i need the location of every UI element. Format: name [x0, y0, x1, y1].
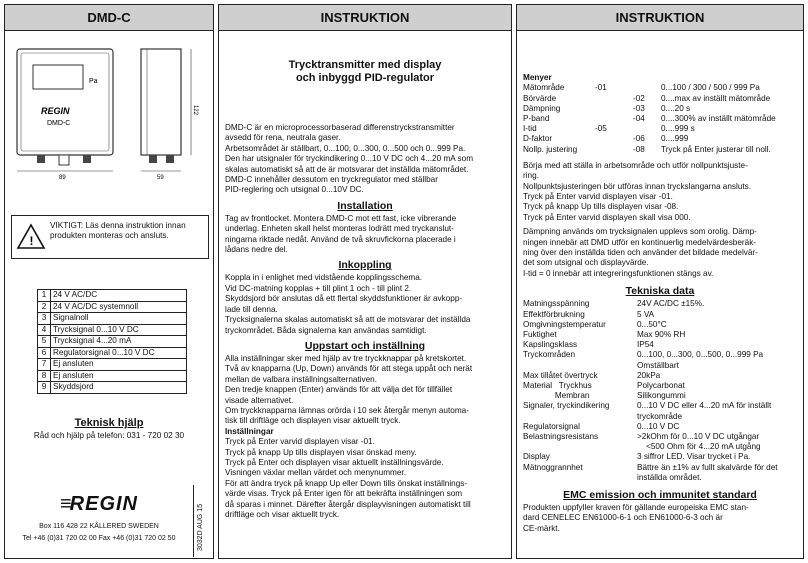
- menu-b: -03: [633, 103, 645, 113]
- tech-value: 20kPa: [637, 370, 661, 380]
- menu-a: [595, 114, 633, 124]
- terminal-row: [38, 301, 187, 313]
- text-line: Den tredje knappen (Enter) används för att välja det för tillfället: [225, 385, 453, 395]
- text-line: Visningen växlar mellan värdet och menynummer.: [225, 468, 406, 478]
- tech-key: Max tillåtet övertryck: [523, 370, 598, 380]
- tech-value: IP54: [637, 340, 654, 350]
- text-line: DMD-C är en microprocessorbaserad differenstryckstransmitter: [225, 123, 455, 132]
- tech-row: [523, 412, 780, 422]
- tech-key: Regulatorsignal: [523, 421, 580, 431]
- text-line: det som utsignal och displayvärde.: [523, 258, 649, 268]
- terminal-no: 8: [38, 370, 51, 382]
- tech-value: Bättre än ±1% av fullt skalvärde för det: [637, 462, 778, 472]
- text-line: lådans nedre del.: [225, 245, 288, 255]
- text-line: underlag. Enheten skall helst monteras lodrätt med tryckanslut-: [225, 224, 454, 234]
- tech-row: [523, 381, 780, 391]
- terminal-no: 6: [38, 347, 51, 359]
- tech-key: Mätnoggrannhet: [523, 462, 583, 472]
- menu-name: I-tid: [523, 124, 537, 134]
- terminal-row: [38, 313, 187, 325]
- menu-b: -06: [633, 134, 645, 144]
- doc-title-line1: Trycktransmitter med display: [288, 59, 442, 71]
- tech-value: Max 90% RH: [637, 329, 686, 339]
- menu-row: [523, 114, 778, 124]
- tech-value: 0...10 V DC: [637, 421, 680, 431]
- help-text: Råd och hjälp på telefon: 031 - 720 02 30: [33, 431, 185, 440]
- terminal-label: Regulatorsignal 0...10 V DC: [51, 347, 187, 359]
- display-unit: Pa: [89, 78, 98, 85]
- regin-logo: ≡REGIN: [59, 493, 138, 515]
- terminal-label: Ej ansluten: [51, 359, 187, 371]
- menu-name: Börvärde: [523, 93, 557, 103]
- terminal-label: Trycksignal 4...20 mA: [51, 336, 187, 348]
- tech-key: Material Tryckhus: [523, 380, 592, 390]
- menu-val: 0....999 s: [661, 124, 695, 134]
- text-line: mellan de valbara inställningsalternativen.: [225, 374, 378, 384]
- left-column: [4, 4, 214, 559]
- text-line: Vid DC-matning kopplas + till plint 1 och - till plint 2.: [225, 283, 412, 293]
- address: Box 116 428 22 KÅLLERED SWEDEN: [39, 523, 159, 530]
- text-line: tisk till driftläge och displayen visar aktuellt tryck.: [225, 416, 401, 426]
- tech-row: [523, 340, 780, 350]
- terminal-row: [38, 336, 187, 348]
- menu-row: [523, 104, 778, 114]
- middle-header: INSTRUKTION: [219, 5, 511, 31]
- text-line: Två av knapparna (Up, Down) används för att stega uppåt och nerät: [225, 364, 473, 374]
- tech-value: <500 Ohm för 4...20 mA utgång: [637, 442, 761, 452]
- text-line: Börja med att ställa in arbetsområde och utför nollpunktsjuste-: [523, 160, 748, 170]
- device-drawing: [11, 41, 207, 181]
- menu-val: 0....max av inställt mätområde: [661, 93, 771, 103]
- menu-val: 0....20 s: [661, 103, 691, 113]
- text-line: Skyddsjord bör anslutas då ett flertal skyddsfunktioner är avkopp-: [225, 294, 463, 304]
- emc-text: [523, 503, 797, 534]
- connection-title: Inkoppling: [338, 259, 392, 272]
- tech-key: Matningsspänning: [523, 299, 590, 309]
- tech-row: [523, 330, 780, 340]
- text-line: avsedd för rena, neutrala gaser.: [225, 133, 341, 143]
- terminal-row: [38, 290, 187, 302]
- tech-value: tryckområde: [637, 411, 683, 421]
- menu-name: D-faktor: [523, 134, 553, 144]
- text-line: Nollpunktsjusteringen bör utföras innan tryckslangarna ansluts.: [523, 181, 752, 191]
- doc-title-line2: och inbyggd PID-regulator: [295, 72, 435, 84]
- tech-value: Omställbart: [637, 360, 679, 370]
- warning-text: VIKTIGT: Läs denna instruktion innan produkten monteras och ansluts.: [50, 221, 186, 241]
- menu-name: Dämpning: [523, 103, 561, 113]
- menu-b: -04: [633, 114, 645, 124]
- terminal-label: Signalnoll: [51, 313, 187, 325]
- help-title: Teknisk hjälp: [74, 417, 144, 429]
- tech-value: 24V AC/DC ±15%.: [637, 299, 705, 309]
- damping-text: [523, 227, 797, 279]
- text-line: CE-märkt.: [523, 523, 560, 533]
- text-line: Produkten uppfyller kraven för gällande europeiska EMC stan-: [523, 502, 749, 512]
- menu-val: Tryck på Enter justerar till noll.: [661, 144, 771, 154]
- tech-row: [523, 422, 780, 432]
- menu-name: Mätområde: [523, 83, 565, 93]
- device-brand: REGIN: [41, 106, 70, 116]
- right-header: INSTRUKTION: [517, 5, 803, 31]
- tech-row: [523, 310, 780, 320]
- text-line: visade alternativet.: [225, 395, 294, 405]
- startup-text: [225, 354, 505, 427]
- text-line: Tryck på Enter varvid displayen visar -01.: [225, 437, 375, 447]
- doc-code: 3032D AUG 15: [197, 503, 204, 551]
- menu-b: -02: [633, 93, 645, 103]
- terminal-no: 9: [38, 382, 51, 394]
- terminal-label: Skyddsjord: [51, 382, 187, 394]
- left-header: DMD-C: [5, 5, 213, 31]
- device-model: DMD-C: [47, 120, 71, 127]
- terminal-no: 3: [38, 313, 51, 325]
- terminal-no: 2: [38, 301, 51, 313]
- dim-side: 59: [157, 175, 164, 181]
- warning-box: [11, 215, 209, 259]
- text-line: Tryck på knapp Up tills displayen visar önskad meny.: [225, 447, 417, 457]
- tech-key: [523, 412, 637, 422]
- tech-row: [523, 391, 780, 401]
- tech-row: [523, 442, 780, 452]
- terminal-no: 7: [38, 359, 51, 371]
- tech-value: 5 VA: [637, 309, 655, 319]
- text-line: Alla inställningar sker med hjälp av tre tryckknappar på kretskortet.: [225, 353, 467, 363]
- terminal-no: 1: [38, 290, 51, 302]
- text-line: ring.: [523, 171, 539, 181]
- connection-text: [225, 273, 505, 335]
- menu-b: [633, 83, 661, 93]
- middle-column: [218, 4, 512, 559]
- tech-row: [523, 452, 780, 462]
- terminal-row: [38, 324, 187, 336]
- tech-value: 3 siffror LED. Visar trycket i Pa.: [637, 452, 751, 462]
- menu-row: [523, 94, 778, 104]
- settings-title: Inställningar: [225, 426, 274, 436]
- text-line: DMD-C innehåller dessutom en tryckregulator med ställbar: [225, 175, 438, 185]
- text-line: För att ändra tryck på knapp Up eller Down tills önskat inställnings-: [225, 478, 468, 488]
- tech-row: [523, 350, 780, 360]
- text-line: då sparas i minnet. Därefter återgår displayvisningen automatiskt till: [225, 499, 471, 509]
- installation-title: Installation: [337, 199, 393, 212]
- menu-a: [595, 145, 633, 155]
- dim-height: 122: [192, 105, 198, 116]
- tech-key: Belastningsresistans: [523, 431, 599, 441]
- tech-key: [523, 473, 637, 483]
- tech-row: [523, 432, 780, 442]
- intro-text: [225, 123, 505, 196]
- menu-a: [595, 104, 633, 114]
- tech-value: Polycarbonat: [637, 380, 685, 390]
- menu-name: P-band: [523, 114, 550, 124]
- installation-text: [225, 214, 505, 256]
- emc-title: EMC emission och immunitet standard: [563, 488, 757, 501]
- tech-value: 0...10 V DC eller 4...20 mA för inställt: [637, 401, 772, 411]
- text-line: Tryck på Enter och displayen visar aktuellt inställningsvärde.: [225, 457, 444, 467]
- tech-key: Tryckområden: [523, 350, 576, 360]
- menu-name: Nollp. justering: [523, 144, 578, 154]
- menu-a: [595, 94, 633, 104]
- tech-key: Omgivningstemperatur: [523, 319, 606, 329]
- menu-val: 0...100 / 300 / 500 / 999 Pa: [661, 83, 760, 93]
- terminal-row: [38, 382, 187, 394]
- tech-key: Effektförbrukning: [523, 309, 585, 319]
- menu-a: -01: [595, 83, 607, 93]
- text-line: Tryck på Enter varvid displayen skall visa 000.: [523, 212, 691, 222]
- menu-row: [523, 134, 778, 144]
- terminal-row: [38, 347, 187, 359]
- tech-key: [523, 361, 637, 371]
- terminal-row: [38, 370, 187, 382]
- text-line: ningen innebär att DMD utför en kontinuerlig medelvärdesberäk-: [523, 237, 757, 247]
- text-line: dard CENELEC EN61000-6-1 och EN61000-6-3 och är: [523, 513, 723, 523]
- terminal-no: 4: [38, 324, 51, 336]
- text-line: ning över den inställda tiden och använder det bildade medelvär-: [523, 248, 758, 258]
- text-line: Om tryckknapparna lämnas orörda i 10 sek återgår menyn automa-: [225, 405, 469, 415]
- settings-text: [225, 437, 505, 520]
- text-line: Den har utsignaler för tryckindikering 0...10 V DC och 4...20 mA som: [225, 154, 474, 164]
- text-line: tryckområdet. Båda signalerna kan användas samtidigt.: [225, 325, 427, 335]
- zero-adjust-text: [523, 161, 797, 223]
- tech-key: Membran: [523, 391, 590, 401]
- terminal-label: Trycksignal 0...10 V DC: [51, 324, 187, 336]
- menu-val: 0....999: [661, 134, 689, 144]
- text-line: värde visas. Tryck på Enter igen för att bekräfta inställningen som: [225, 489, 463, 499]
- tech-row: [523, 320, 780, 330]
- tech-key: Fuktighet: [523, 329, 557, 339]
- tech-key: Signaler, tryckindikering: [523, 401, 610, 411]
- warning-icon: [16, 222, 46, 250]
- menu-table: [523, 83, 778, 154]
- startup-title: Uppstart och inställning: [304, 339, 426, 352]
- text-line: Tryck på knapp Up tills displayen visar -08.: [523, 202, 679, 212]
- menu-title: Menyer: [523, 73, 552, 82]
- tech-value: >2kOhm för 0...10 V DC utgångar: [637, 431, 760, 441]
- terminal-table: [37, 289, 187, 394]
- menu-row: [523, 83, 778, 93]
- tech-value: Silikongummi: [637, 391, 686, 401]
- svg-text:!: !: [29, 234, 34, 248]
- tech-key: Display: [523, 452, 550, 462]
- text-line: skalas automatiskt så att de är motsvarar det inställda mätområdet.: [225, 164, 469, 174]
- text-line: driftläge och visar aktuellt tryck.: [225, 510, 340, 519]
- tech-key: [523, 442, 637, 452]
- menu-a: [595, 134, 633, 144]
- tech-row: [523, 371, 780, 381]
- text-line: Koppla in i enlighet med vidstående kopplingsschema.: [225, 273, 423, 283]
- text-line: Dämpning används om trycksignalen upplevs som orolig. Dämp-: [523, 227, 757, 237]
- terminal-no: 5: [38, 336, 51, 348]
- tech-row: [523, 299, 780, 309]
- text-line: ningarna riktade nedåt. Använd de två skruvfickorna placerade i: [225, 234, 456, 244]
- text-line: PID-reglering och utsignal 0...10V DC.: [225, 185, 364, 195]
- terminal-row: [38, 359, 187, 371]
- tech-title: Tekniska data: [625, 285, 695, 298]
- terminal-label: 24 V AC/DC systemnoll: [51, 301, 187, 313]
- text-line: Tag av frontlocket. Montera DMD-C mot ett fast, icke vibrerande: [225, 213, 457, 223]
- text-line: lade till denna.: [225, 304, 278, 314]
- phone-fax: Tel +46 (0)31 720 02 00 Fax +46 (0)31 720 02 50: [22, 535, 176, 543]
- text-line: Tryck på Enter varvid displayen visar -01.: [523, 192, 673, 202]
- tech-row: [523, 361, 780, 371]
- text-line: Arbetsområdet är ställbart, 0...100, 0...300, 0...500 och 0...999 Pa.: [225, 143, 466, 153]
- terminal-label: Ej ansluten: [51, 370, 187, 382]
- text-line: Trycksignalerna skalas automatiskt så att de motsvarar det inställda: [225, 315, 471, 325]
- text-line: I-tid = 0 innebär att integreringsfunktionen stängs av.: [523, 268, 714, 278]
- terminal-label: 24 V AC/DC: [51, 290, 187, 302]
- dim-front: 89: [59, 175, 66, 181]
- menu-row: [523, 145, 778, 155]
- right-column: [516, 4, 804, 559]
- menu-b: [633, 124, 661, 134]
- tech-key: Kapslingsklass: [523, 340, 578, 350]
- menu-a: -05: [595, 124, 607, 134]
- tech-row: [523, 401, 780, 411]
- tech-value: 0...50°C: [637, 319, 667, 329]
- menu-b: -08: [633, 144, 645, 154]
- menu-val: 0....300% av inställt mätområde: [661, 114, 776, 124]
- tech-value: inställda området.: [637, 472, 702, 482]
- tech-row: [523, 473, 780, 483]
- tech-value: 0...100, 0...300, 0...500, 0...999 Pa: [637, 350, 764, 360]
- menu-row: [523, 124, 778, 134]
- tech-table: [523, 299, 780, 483]
- tech-row: [523, 463, 780, 473]
